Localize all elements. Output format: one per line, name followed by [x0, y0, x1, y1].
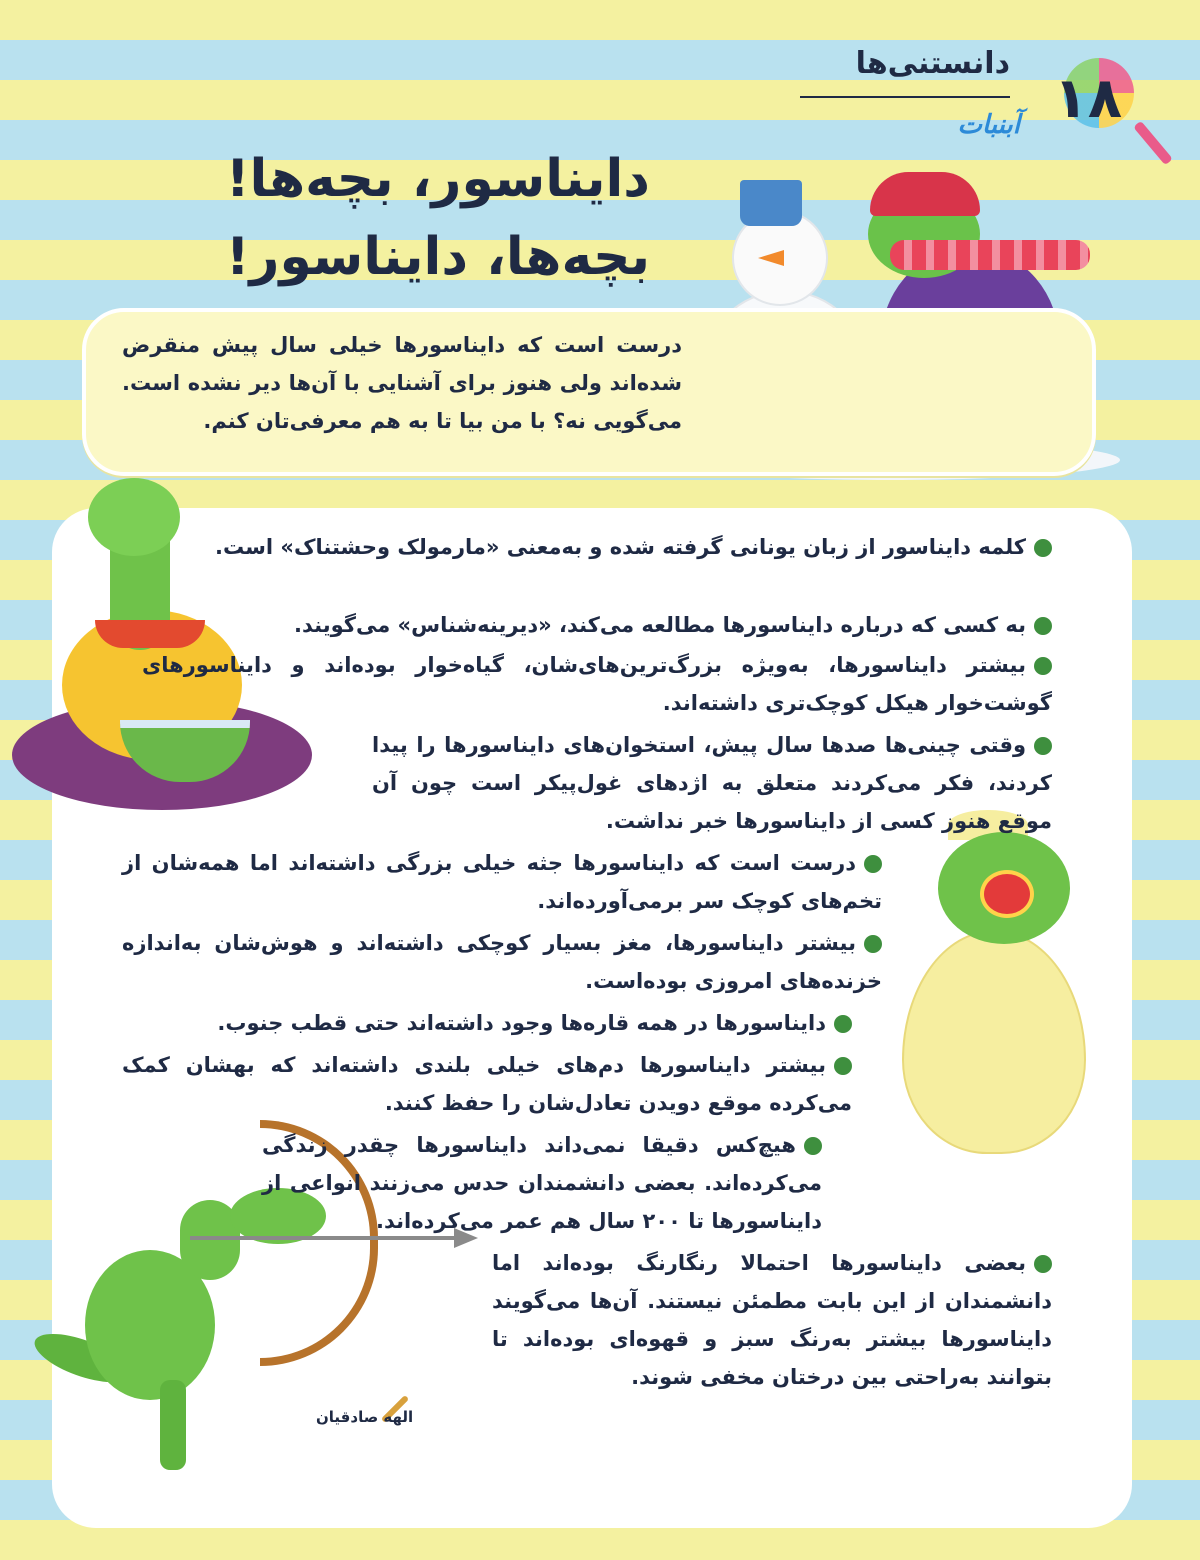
section-title: دانستنی‌ها — [855, 46, 1010, 81]
author-credit: الهه صادقیان — [316, 1408, 414, 1426]
list-item: بیشتر دایناسورها، مغز بسیار کوچکی داشته‌اند و هوش‌شان به‌اندازه خزنده‌های امروزی بوده‌است. — [122, 931, 882, 993]
bullet-icon — [1034, 539, 1052, 557]
snowman-hat-icon — [740, 180, 802, 226]
archer-dinosaur-leg — [160, 1380, 186, 1470]
bullet-icon — [1034, 617, 1052, 635]
bullet-icon — [864, 855, 882, 873]
list-item: بیشتر دایناسورها دم‌های خیلی بلندی داشته‌اند که بهشان کمک می‌کرده موقع دویدن تعادل‌شان را حفظ کنند. — [122, 1053, 852, 1115]
list-item: بعضی دایناسورها احتمالا رنگارنگ بوده‌اند اما دانشمندان از این بابت مطمئن نیستند. آن‌ها می‌گویند دایناسورها بیشتر به‌رنگ سبز و قهوه‌ای بوده‌اند تا بتوانند به‌راحتی بین درختان مخفی شوند. — [492, 1251, 1052, 1389]
pacifier-icon — [980, 870, 1034, 918]
list-item: دایناسورها در همه قاره‌ها وجود داشته‌اند حتی قطب جنوب. — [122, 1004, 852, 1042]
bullet-icon — [834, 1015, 852, 1033]
list-item: درست است که دایناسورها جثه خیلی بزرگی داشته‌اند اما همه‌شان از تخم‌های کوچک سر برمی‌آورده‌اند. — [122, 851, 882, 913]
bullet-icon — [1034, 657, 1052, 675]
bullet-icon — [1034, 1255, 1052, 1273]
bullet-icon — [804, 1137, 822, 1155]
list-item: وقتی چینی‌ها صدها سال پیش، استخوان‌های دایناسورها را پیدا کردند، فکر می‌کردند متعلق به اژدهای غول‌پیکر است چون آن موقع هنوز کسی از دایناسورها خبر نداشت. — [372, 733, 1052, 833]
list-item: هیچ‌کس دقیقا نمی‌داند دایناسورها چقدر زندگی می‌کرده‌اند. بعضی دانشمندان حدس می‌زنند انواعی از دایناسورها تا ۲۰۰ سال هم عمر می‌کرده‌اند. — [262, 1133, 822, 1233]
scarf-illustration — [890, 240, 1090, 270]
title-line-1: دایناسور، بچه‌ها! — [225, 149, 650, 209]
snowman-nose — [758, 250, 784, 266]
page-number: ۱۸ — [1053, 66, 1122, 131]
page-title — [50, 140, 650, 296]
title-line-2: بچه‌ها، دایناسور! — [225, 227, 650, 287]
bullet-icon — [1034, 737, 1052, 755]
intro-text: درست است که دایناسورها خیلی سال پیش منقرض شده‌اند ولی هنوز برای آشنایی با آن‌ها دیر نشده است. می‌گویی نه؟ با من بیا تا به هم معرفی‌تان کنم. — [122, 333, 682, 433]
header-divider — [800, 96, 1010, 98]
brand-logo: آبنبات — [957, 110, 1020, 140]
bullet-icon — [864, 935, 882, 953]
lollipop-stick — [1133, 121, 1173, 166]
bullet-icon — [834, 1057, 852, 1075]
list-item: بیشتر دایناسورها، به‌ویژه بزرگ‌ترین‌های‌شان، گیاه‌خوار بوده‌اند و دایناسورهای گوشت‌خوار هیکل کوچک‌تری داشته‌اند. — [142, 653, 1052, 715]
list-item: به کسی که درباره دایناسورها مطالعه می‌کند، «دیرینه‌شناس» می‌گویند. — [142, 606, 1052, 644]
list-item: کلمه دایناسور از زبان یونانی گرفته شده و به‌معنی «مارمولک وحشتناک» است. — [142, 528, 1052, 566]
knit-hat-icon — [870, 172, 980, 216]
